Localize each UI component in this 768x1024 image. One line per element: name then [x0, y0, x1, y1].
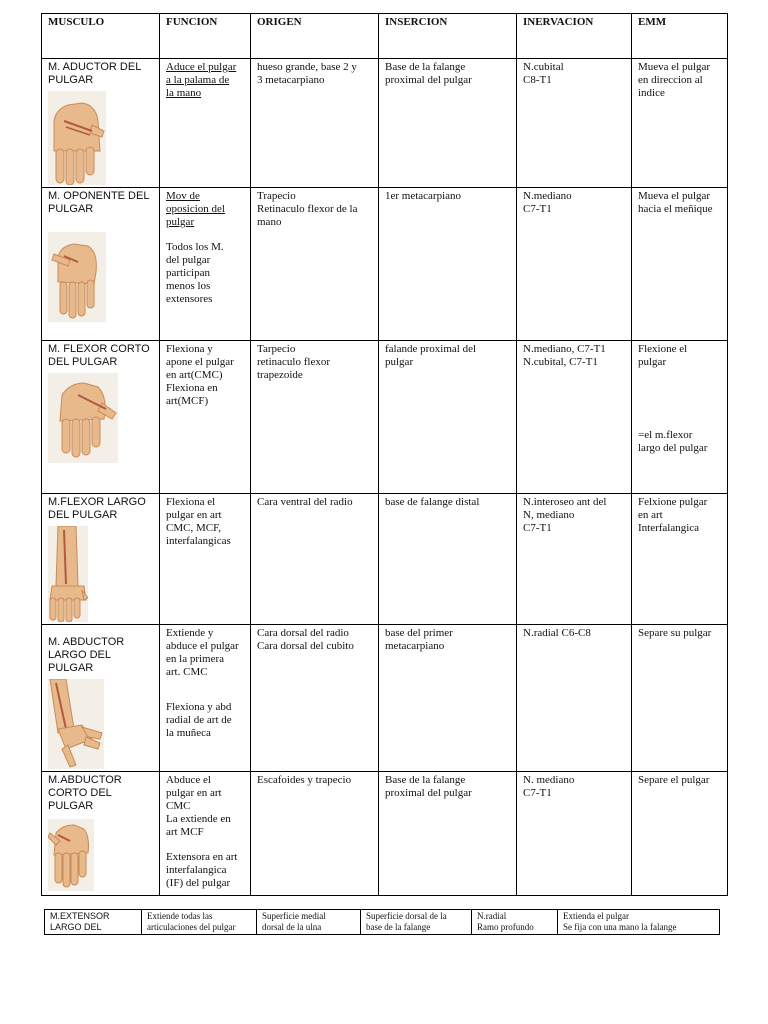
origin-line: dorsal de la ulna: [262, 922, 322, 932]
emm-cell: [632, 625, 728, 772]
function-line: Extiende y: [166, 627, 214, 639]
muscle-name-line: DEL PULGAR: [48, 356, 118, 368]
innervation-cell: [517, 59, 632, 188]
emm-line: Se fija con una mano la falange: [563, 922, 677, 932]
insertion-line: base de falange distal: [385, 496, 480, 508]
emm-line: Felxione pulgar: [638, 496, 708, 508]
table-row: [42, 59, 728, 188]
function-line: art MCF: [166, 826, 204, 838]
origin-line: Tarpecio: [257, 343, 296, 355]
muscle-cell: [42, 59, 160, 188]
insertion-line: pulgar: [385, 356, 414, 368]
origin-line: mano: [257, 216, 282, 228]
function-cell: [160, 59, 251, 188]
function-line: CMC, MCF,: [166, 522, 222, 534]
function-cell: [160, 772, 251, 896]
function-line: art(MCF): [166, 395, 209, 407]
function-line: Abduce el: [166, 774, 211, 786]
origin-cell: [251, 494, 379, 625]
innervation-cell: [517, 494, 632, 625]
muscle-name-line: M.EXTENSOR: [50, 911, 110, 921]
function-line: Flexiona en: [166, 382, 218, 394]
muscle-name-line: PULGAR: [48, 203, 94, 215]
header-origen: ORIGEN: [251, 14, 379, 59]
innervation-cell: [517, 341, 632, 494]
muscle-cell: [42, 188, 160, 341]
function-line: articulaciones del pulgar: [147, 922, 236, 932]
innervation-line: N.radial C6-C8: [523, 627, 591, 639]
function-line: abduce el pulgar: [166, 640, 239, 652]
origin-cell: [251, 772, 379, 896]
function-cell: [160, 494, 251, 625]
function-note-line: Flexiona y abd: [166, 701, 232, 713]
header-funcion: FUNCION: [160, 14, 251, 59]
innervation-line: N, mediano: [523, 509, 575, 521]
emm-line: Extienda el pulgar: [563, 911, 629, 921]
function-line: CMC: [166, 800, 191, 812]
emm-line: Flexione el: [638, 343, 688, 355]
innervation-line: Ramo profundo: [477, 922, 534, 932]
insertion-line: proximal del pulgar: [385, 74, 472, 86]
emm-line: Separe su pulgar: [638, 627, 712, 639]
function-note-line: participan: [166, 267, 210, 279]
function-note-line: radial de art de: [166, 714, 232, 726]
innervation-line: N. mediano: [523, 774, 575, 786]
hand-palm-illustration: [48, 91, 106, 185]
function-line: pulgar en art: [166, 787, 222, 799]
emm-line: hacia el meñique: [638, 203, 713, 215]
insertion-cell: [379, 59, 517, 188]
muscle-name-line: PULGAR: [48, 800, 94, 812]
origin-line: Cara ventral del radio: [257, 496, 353, 508]
muscle-cell: [45, 910, 142, 935]
forearm-hand-illustration: [48, 526, 88, 622]
header-musculo: MUSCULO: [42, 14, 160, 59]
innervation-line: N.cubital: [523, 61, 564, 73]
origin-cell: [257, 910, 361, 935]
muscle-name-line: M.FLEXOR LARGO: [48, 496, 146, 508]
table-row: [42, 341, 728, 494]
origin-line: hueso grande, base 2 y: [257, 61, 357, 73]
emm-line: Mueva el pulgar: [638, 61, 711, 73]
continuation-table: [44, 909, 720, 935]
emm-line: en art: [638, 509, 663, 521]
insertion-cell: [361, 910, 472, 935]
insertion-cell: [379, 625, 517, 772]
function-line: apone el pulgar: [166, 356, 234, 368]
insertion-cell: [379, 188, 517, 341]
origin-line: Cara dorsal del radio: [257, 627, 349, 639]
function-note-line: del pulgar: [166, 254, 211, 266]
table-row: [42, 625, 728, 772]
function-line: La extiende en: [166, 813, 231, 825]
muscle-name-line: PULGAR: [48, 74, 94, 86]
origin-line: Trapecio: [257, 190, 296, 202]
function-note-line: (IF) del pulgar: [166, 877, 231, 889]
function-cell: [160, 188, 251, 341]
function-line: Mov de: [166, 190, 200, 202]
muscle-name-line: LARGO DEL: [50, 922, 102, 932]
emm-line: Mueva el pulgar: [638, 190, 711, 202]
hand-palm-illustration: [48, 232, 106, 322]
emm-line: Interfalangica: [638, 522, 700, 534]
function-line: pulgar en art: [166, 509, 222, 521]
innervation-line: N.radial: [477, 911, 507, 921]
hand-palm-illustration: [48, 819, 94, 891]
muscle-name-line: M. ADUCTOR DEL: [48, 61, 142, 73]
function-line: la mano: [166, 87, 202, 99]
function-cell: [142, 910, 257, 935]
header-inervacion: INERVACION: [517, 14, 632, 59]
muscle-name-line: PULGAR: [48, 662, 94, 674]
insertion-line: Base de la falange: [385, 61, 466, 73]
function-line: en la primera: [166, 653, 225, 665]
function-line: Extiende todas las: [147, 911, 213, 921]
emm-line: Separe el pulgar: [638, 774, 710, 786]
function-line: pulgar: [166, 216, 195, 228]
header-insercion: INSERCION: [379, 14, 517, 59]
origin-cell: [251, 188, 379, 341]
origin-line: trapezoide: [257, 369, 303, 381]
function-note-line: Extensora en art: [166, 851, 238, 863]
origin-cell: [251, 341, 379, 494]
table-row: [42, 494, 728, 625]
innervation-cell: [517, 772, 632, 896]
emm-note-line: =el m.flexor: [638, 429, 693, 441]
emm-cell: [632, 59, 728, 188]
muscle-cell: [42, 625, 160, 772]
origin-cell: [251, 625, 379, 772]
origin-line: Cara dorsal del cubito: [257, 640, 354, 652]
insertion-line: proximal del pulgar: [385, 787, 472, 799]
function-line: a la palama de: [166, 74, 230, 86]
function-cell: [160, 341, 251, 494]
emm-cell: [632, 494, 728, 625]
emm-line: en direccion al: [638, 74, 703, 86]
muscle-name-line: M. ABDUCTOR: [48, 636, 125, 648]
insertion-cell: [379, 494, 517, 625]
table-row: [42, 772, 728, 896]
innervation-cell: [517, 625, 632, 772]
muscle-name-line: M. OPONENTE DEL: [48, 190, 150, 202]
function-line: Flexiona el: [166, 496, 216, 508]
innervation-line: N.mediano: [523, 190, 572, 202]
function-note-line: menos los: [166, 280, 211, 292]
muscle-name-line: M.ABDUCTOR: [48, 774, 122, 786]
innervation-line: C7-T1: [523, 203, 552, 215]
innervation-line: C7-T1: [523, 522, 552, 534]
muscle-cell: [42, 494, 160, 625]
header-row: [42, 14, 728, 59]
muscle-name-line: M. FLEXOR CORTO: [48, 343, 150, 355]
insertion-cell: [379, 772, 517, 896]
forearm-hand-illustration: [48, 679, 104, 769]
table-row: [42, 188, 728, 341]
innervation-line: C7-T1: [523, 787, 552, 799]
emm-cell: [558, 910, 720, 935]
function-line: art. CMC: [166, 666, 208, 678]
muscle-cell: [42, 341, 160, 494]
innervation-line: N.mediano, C7-T1: [523, 343, 606, 355]
origin-line: 3 metacarpiano: [257, 74, 325, 86]
innervation-line: N.interoseo ant del: [523, 496, 607, 508]
muscle-table: [41, 13, 728, 896]
function-line: en art(CMC): [166, 369, 223, 381]
function-cell: [160, 625, 251, 772]
emm-cell: [632, 341, 728, 494]
emm-line: pulgar: [638, 356, 667, 368]
insertion-line: base de la falange: [366, 922, 431, 932]
origin-line: Retinaculo flexor de la: [257, 203, 358, 215]
insertion-line: falande proximal del: [385, 343, 477, 355]
muscle-name-line: DEL PULGAR: [48, 509, 118, 521]
origin-line: Escafoides y trapecio: [257, 774, 352, 786]
innervation-line: C8-T1: [523, 74, 552, 86]
insertion-line: Superficie dorsal de la: [366, 911, 447, 921]
origin-cell: [251, 59, 379, 188]
function-note-line: extensores: [166, 293, 213, 305]
innervation-line: N.cubital, C7-T1: [523, 356, 598, 368]
insertion-line: base del primer: [385, 627, 453, 639]
function-line: oposicion del: [166, 203, 225, 215]
insertion-line: Base de la falange: [385, 774, 466, 786]
function-note-line: la muñeca: [166, 727, 211, 739]
header-emm: EMM: [632, 14, 728, 59]
emm-line: indice: [638, 87, 665, 99]
muscle-name-line: LARGO DEL: [48, 649, 111, 661]
hand-palm-illustration: [48, 373, 118, 463]
emm-note-line: largo del pulgar: [638, 442, 708, 454]
emm-cell: [632, 188, 728, 341]
muscle-name-line: CORTO DEL: [48, 787, 112, 799]
table-row: [45, 910, 720, 935]
insertion-line: 1er metacarpiano: [385, 190, 462, 202]
muscle-cell: [42, 772, 160, 896]
innervation-cell: [517, 188, 632, 341]
function-note-line: Todos los M.: [166, 241, 224, 253]
innervation-cell: [472, 910, 558, 935]
function-line: Aduce el pulgar: [166, 61, 237, 73]
insertion-line: metacarpiano: [385, 640, 445, 652]
function-note-line: interfalangica: [166, 864, 227, 876]
function-line: interfalangicas: [166, 535, 231, 547]
insertion-cell: [379, 341, 517, 494]
origin-line: Superficie medial: [262, 911, 326, 921]
emm-cell: [632, 772, 728, 896]
function-line: Flexiona y: [166, 343, 213, 355]
origin-line: retinaculo flexor: [257, 356, 330, 368]
